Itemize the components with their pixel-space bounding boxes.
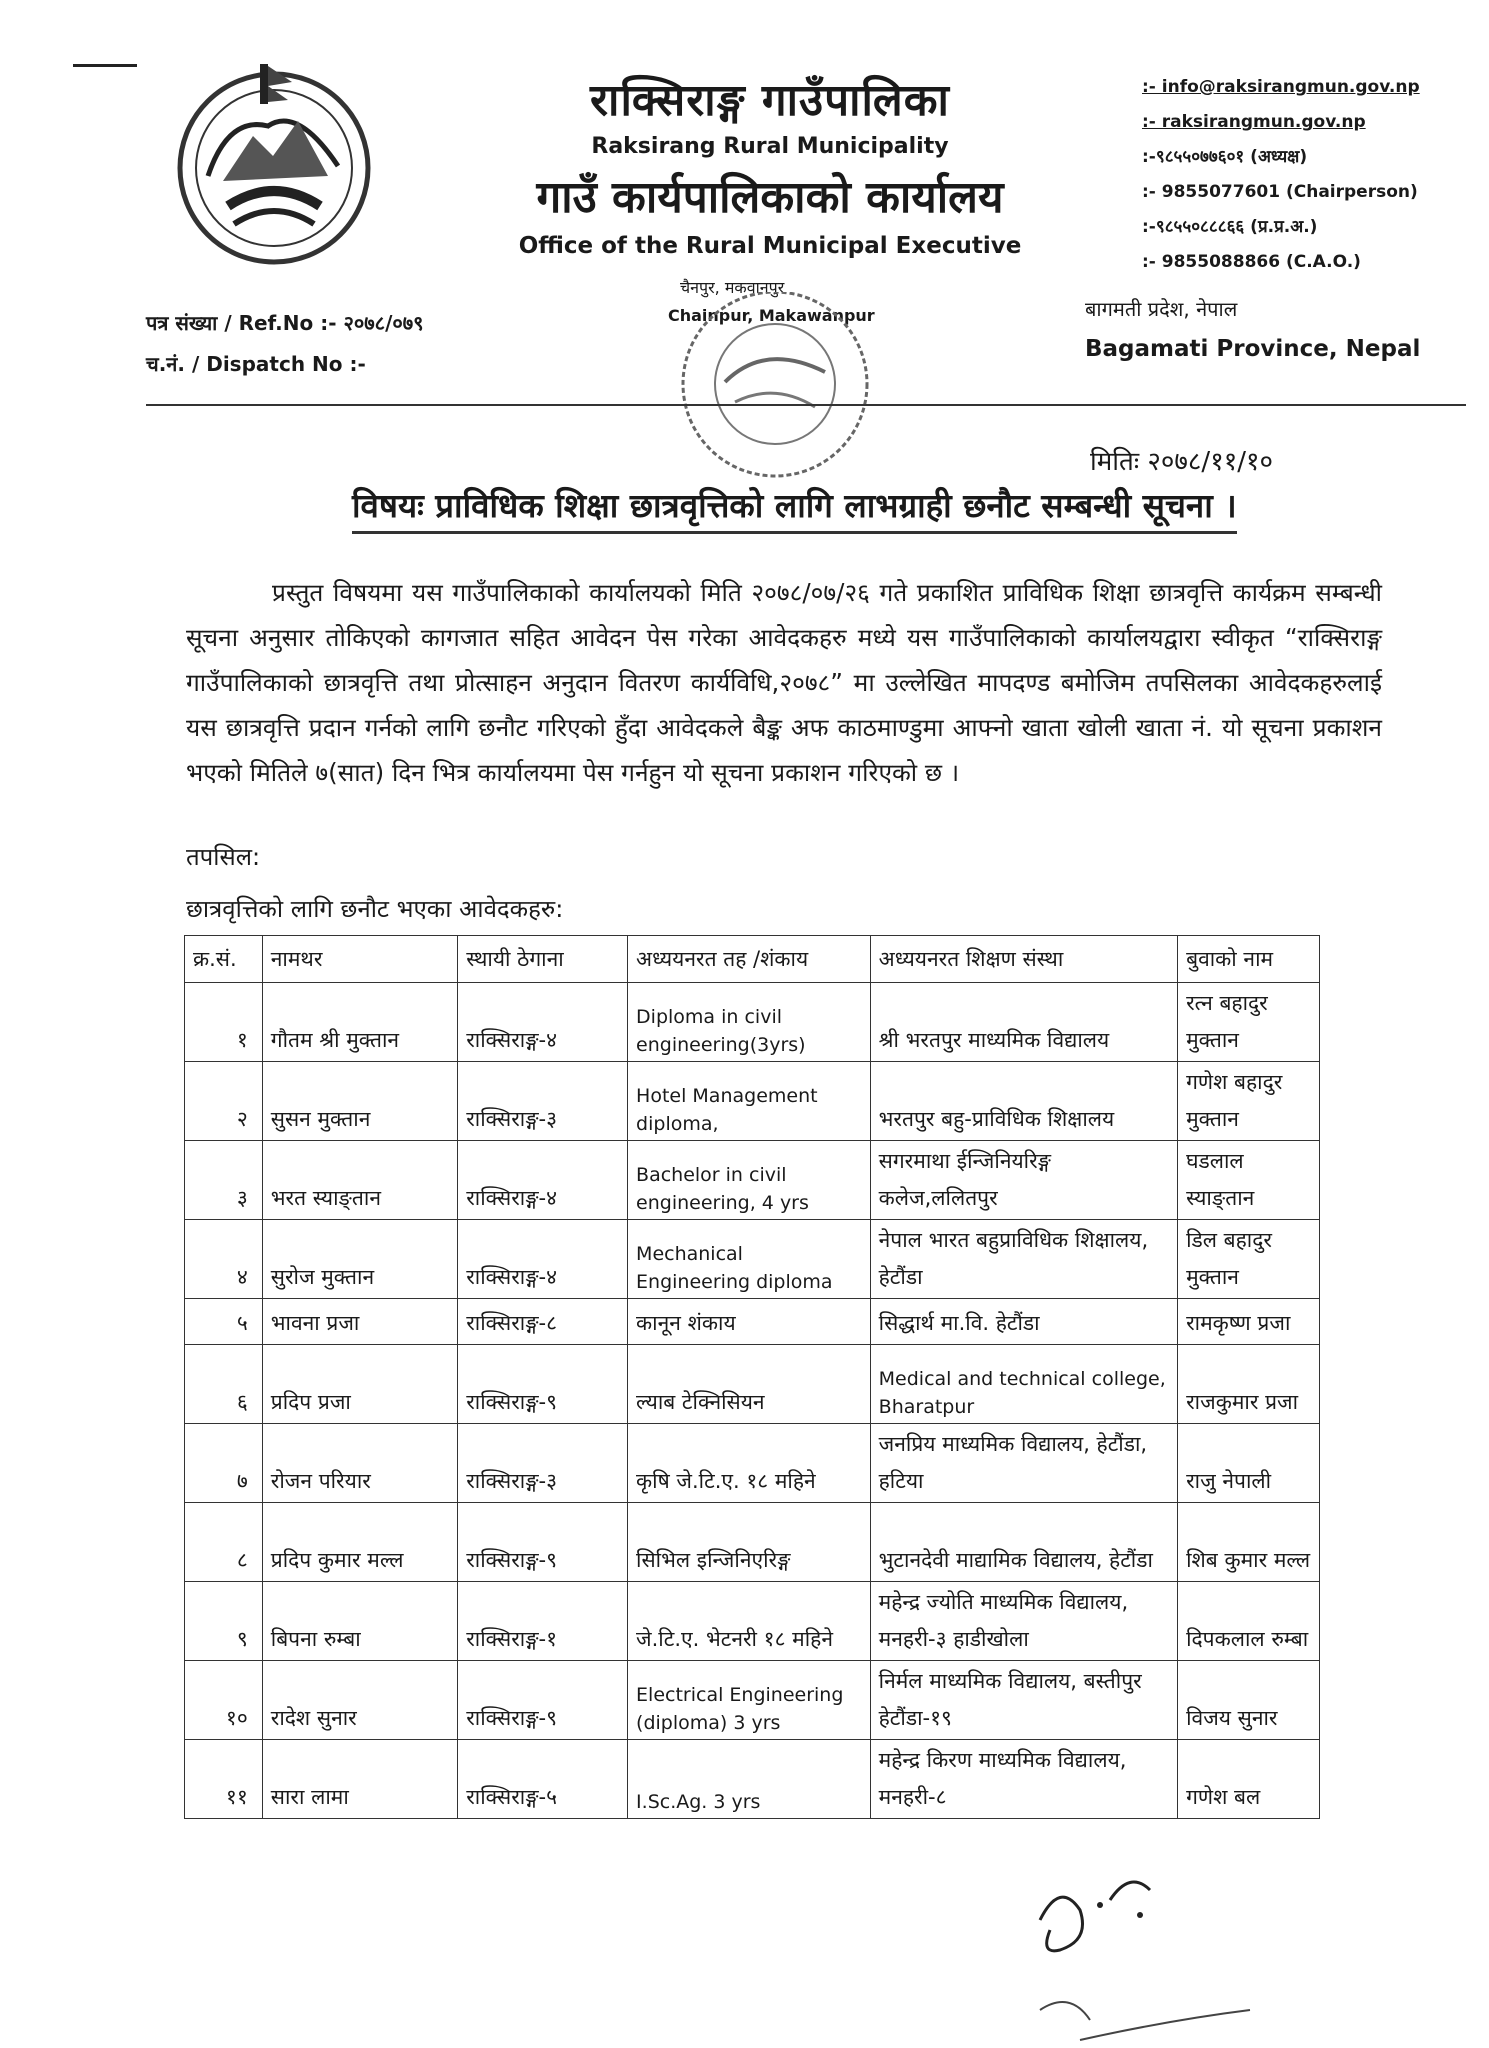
table-row xyxy=(185,1740,1320,1819)
dispatch-number: च.नं. / Dispatch No :- xyxy=(146,352,366,376)
body-paragraph: प्रस्तुत विषयमा यस गाउँपालिकाको कार्यालयको मिति २०७८/०७/२६ गते प्रकाशित प्राविधिक शिक्षा छात्रवृत्ति कार्यक्रम सम्बन्धी सूचना अनुसार तोकिएको कागजात सहित आवेदन पेस गरेका आवेदकहरु मध्ये यस गाउँपालिकाको कार्यालयद्वारा स्वीकृत “राक्सिराङ्ग गाउँपालिकाको छात्रवृत्ति तथा प्रोत्साहन अनुदान वितरण कार्यविधि,२०७८” मा उल्लेखित मापदण्ड बमोजिम तपसिलका आवेदकहरुलाई यस छात्रवृत्ति प्रदान गर्नको लागि छनौट गरिएको हुँदा आवेदकले बैङ्क अफ काठमाण्डुमा आफ्नो खाता खोली खाता नं. यो सूचना प्रकाशन भएको मितिले ७(सात) दिन भित्र कार्यालयमा पेस गर्नहुन यो सूचना प्रकाशन गरिएको छ । xyxy=(186,578,1382,787)
cell-sn: ११ xyxy=(185,1740,263,1819)
col-header-level: अध्ययनरत तह /शंकाय xyxy=(628,936,871,983)
municipality-name-np: राक्सिराङ्ग गाउँपालिका xyxy=(590,75,950,126)
cell-address: राक्सिराङ्ग-८ xyxy=(458,1299,628,1345)
office-stamp-icon xyxy=(665,292,875,492)
col-header-sn: क्र.सं. xyxy=(185,936,263,983)
cell-institution: महेन्द्र किरण माध्यमिक विद्यालय, मनहरी-८ xyxy=(870,1740,1177,1819)
cell-address: राक्सिराङ्ग-४ xyxy=(458,983,628,1062)
cell-sn: ९ xyxy=(185,1582,263,1661)
cell-name: बिपना रुम्बा xyxy=(262,1582,457,1661)
cell-level: Hotel Management diploma, xyxy=(628,1062,871,1141)
cell-father: रत्न बहादुर मुक्तान xyxy=(1178,983,1320,1062)
table-row xyxy=(185,1141,1320,1220)
cell-address: राक्सिराङ्ग-९ xyxy=(458,1503,628,1582)
cell-father: राजकुमार प्रजा xyxy=(1178,1345,1320,1424)
cell-sn: ३ xyxy=(185,1141,263,1220)
cell-name: सुरोज मुक्तान xyxy=(262,1220,457,1299)
cell-institution: भरतपुर बहु-प्राविधिक शिक्षालय xyxy=(870,1062,1177,1141)
notice-body xyxy=(186,570,1382,795)
table-row xyxy=(185,1661,1320,1740)
location-en: Chainpur, Makawanpur xyxy=(668,306,875,325)
col-header-name: नामथर xyxy=(262,936,457,983)
table-row xyxy=(185,1503,1320,1582)
table-header-row xyxy=(185,936,1320,983)
contact-phone-cao-np: :-९८५५०८८८६६ (प्र.प्र.अ.) xyxy=(1142,217,1318,237)
cell-address: राक्सिराङ्ग-४ xyxy=(458,1141,628,1220)
cell-father: दिपकलाल रुम्बा xyxy=(1178,1582,1320,1661)
notice-date: मितिः २०७८/११/१० xyxy=(1090,447,1274,477)
nepal-emblem-icon xyxy=(168,56,380,268)
province-np: बागमती प्रदेश, नेपाल xyxy=(1085,297,1238,321)
municipality-name-en: Raksirang Rural Municipality xyxy=(591,134,949,159)
cell-name: भरत स्याङ्तान xyxy=(262,1141,457,1220)
cell-sn: ८ xyxy=(185,1503,263,1582)
contact-phone-cao-en: :- 9855088866 (C.A.O.) xyxy=(1142,252,1361,272)
location-np: चैनपुर, मकवानपुर xyxy=(680,278,785,297)
cell-address: राक्सिराङ्ग-५ xyxy=(458,1740,628,1819)
cell-level: कृषि जे.टि.ए. १८ महिने xyxy=(628,1424,871,1503)
cell-name: भावना प्रजा xyxy=(262,1299,457,1345)
office-name-np: गाउँ कार्यपालिकाको कार्यालय xyxy=(536,172,1004,223)
cell-level: कानून शंकाय xyxy=(628,1299,871,1345)
contact-email[interactable]: :- info@raksirangmun.gov.np xyxy=(1142,77,1420,97)
cell-institution: निर्मल माध्यमिक विद्यालय, बस्तीपुर हेटौंडा-१९ xyxy=(870,1661,1177,1740)
cell-name: सुसन मुक्तान xyxy=(262,1062,457,1141)
cell-institution: श्री भरतपुर माध्यमिक विद्यालय xyxy=(870,983,1177,1062)
cell-level: Electrical Engineering (diploma) 3 yrs xyxy=(628,1661,871,1740)
table-row xyxy=(185,1220,1320,1299)
cell-institution: नेपाल भारत बहुप्राविधिक शिक्षालय, हेटौंडा xyxy=(870,1220,1177,1299)
cell-level: Diploma in civil engineering(3yrs) xyxy=(628,983,871,1062)
cell-address: राक्सिराङ्ग-४ xyxy=(458,1220,628,1299)
cell-father: विजय सुनार xyxy=(1178,1661,1320,1740)
cell-sn: ५ xyxy=(185,1299,263,1345)
cell-father: गणेश बल xyxy=(1178,1740,1320,1819)
province-en: Bagamati Province, Nepal xyxy=(1085,336,1421,362)
signature-icon xyxy=(1030,1860,1290,2048)
cell-institution: जनप्रिय माध्यमिक विद्यालय, हेटौंडा, हटिया xyxy=(870,1424,1177,1503)
table-body xyxy=(185,983,1320,1819)
col-header-father: बुवाको नाम xyxy=(1178,936,1320,983)
col-header-address: स्थायी ठेगाना xyxy=(458,936,628,983)
cell-sn: ४ xyxy=(185,1220,263,1299)
table-row xyxy=(185,983,1320,1062)
contact-website[interactable]: :- raksirangmun.gov.np xyxy=(1142,112,1366,132)
table-row xyxy=(185,1062,1320,1141)
letterhead xyxy=(470,68,1070,259)
cell-father: गणेश बहादुर मुक्तान xyxy=(1178,1062,1320,1141)
cell-sn: २ xyxy=(185,1062,263,1141)
cell-name: सारा लामा xyxy=(262,1740,457,1819)
cell-sn: ६ xyxy=(185,1345,263,1424)
cell-father: डिल बहादुर मुक्तान xyxy=(1178,1220,1320,1299)
cell-address: राक्सिराङ्ग-९ xyxy=(458,1345,628,1424)
cell-name: प्रदिप कुमार मल्ल xyxy=(262,1503,457,1582)
header-divider xyxy=(146,404,1466,406)
contact-phone-chair-np: :-९८५५०७७६०१ (अध्यक्ष) xyxy=(1142,147,1308,167)
cell-address: राक्सिराङ्ग-३ xyxy=(458,1424,628,1503)
cell-name: रादेश सुनार xyxy=(262,1661,457,1740)
cell-level: Bachelor in civil engineering, 4 yrs xyxy=(628,1141,871,1220)
cell-address: राक्सिराङ्ग-१ xyxy=(458,1582,628,1661)
col-header-institution: अध्ययनरत शिक्षण संस्था xyxy=(870,936,1177,983)
office-name-en: Office of the Rural Municipal Executive xyxy=(518,233,1022,259)
cell-level: जे.टि.ए. भेटनरी १८ महिने xyxy=(628,1582,871,1661)
details-label: तपसिल: xyxy=(186,843,261,871)
cell-institution: महेन्द्र ज्योति माध्यमिक विद्यालय, मनहरी-३ हाडीखोला xyxy=(870,1582,1177,1661)
cell-institution: सिद्धार्थ मा.वि. हेटौंडा xyxy=(870,1299,1177,1345)
cell-sn: १० xyxy=(185,1661,263,1740)
cell-address: राक्सिराङ्ग-९ xyxy=(458,1661,628,1740)
table-row xyxy=(185,1424,1320,1503)
corner-mark xyxy=(73,64,137,67)
table-row xyxy=(185,1582,1320,1661)
cell-sn: ७ xyxy=(185,1424,263,1503)
cell-level: ल्याब टेक्निसियन xyxy=(628,1345,871,1424)
cell-institution: Medical and technical college, Bharatpur xyxy=(870,1345,1177,1424)
table-row xyxy=(185,1299,1320,1345)
selected-applicants-table xyxy=(184,935,1320,1819)
cell-father: रामकृष्ण प्रजा xyxy=(1178,1299,1320,1345)
cell-father: राजु नेपाली xyxy=(1178,1424,1320,1503)
table-row xyxy=(185,1345,1320,1424)
contact-block xyxy=(1142,70,1420,280)
cell-sn: १ xyxy=(185,983,263,1062)
cell-address: राक्सिराङ्ग-३ xyxy=(458,1062,628,1141)
cell-name: प्रदिप प्रजा xyxy=(262,1345,457,1424)
cell-father: घडलाल स्याङ्तान xyxy=(1178,1141,1320,1220)
list-title: छात्रवृत्तिको लागि छनौट भएका आवेदकहरु: xyxy=(186,895,564,923)
contact-phone-chair-en: :- 9855077601 (Chairperson) xyxy=(1142,182,1418,202)
notice-subject: विषयः प्राविधिक शिक्षा छात्रवृत्तिको लागि लाभग्राही छनौट सम्बन्धी सूचना । xyxy=(352,482,1237,534)
cell-institution: सगरमाथा ईन्जिनियरिङ्ग कलेज,ललितपुर xyxy=(870,1141,1177,1220)
ref-number: पत्र संख्या / Ref.No :- २०७८/०७९ xyxy=(146,311,424,335)
cell-institution: भुटानदेवी माद्यामिक विद्यालय, हेटौंडा xyxy=(870,1503,1177,1582)
cell-level: Mechanical Engineering diploma xyxy=(628,1220,871,1299)
cell-name: गौतम श्री मुक्तान xyxy=(262,983,457,1062)
cell-level: सिभिल इन्जिनिएरिङ्ग xyxy=(628,1503,871,1582)
cell-name: रोजन परियार xyxy=(262,1424,457,1503)
cell-father: शिब कुमार मल्ल xyxy=(1178,1503,1320,1582)
cell-level: I.Sc.Ag. 3 yrs xyxy=(628,1740,871,1819)
